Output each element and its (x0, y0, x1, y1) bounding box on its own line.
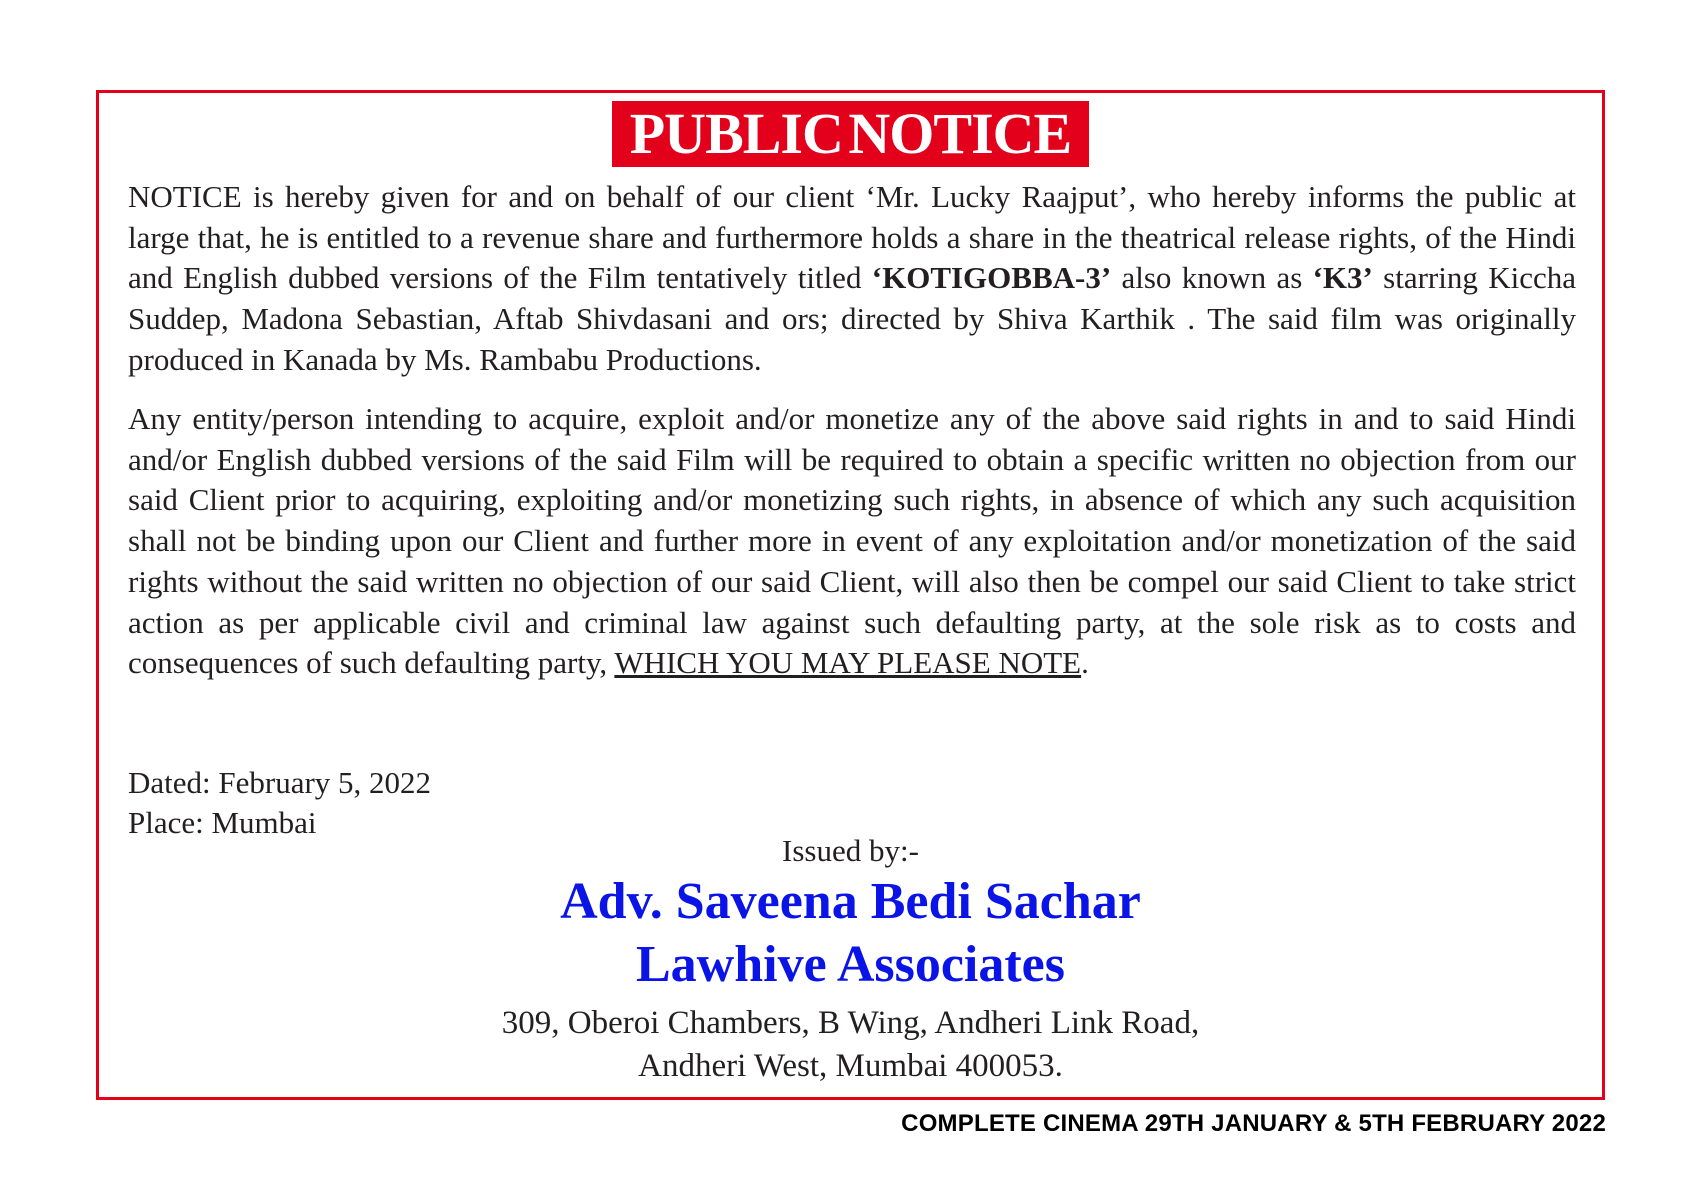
please-note-emphasis: WHICH YOU MAY PLEASE NOTE (614, 645, 1082, 681)
issued-by-label: Issued by:- (782, 833, 919, 868)
film-alias: ‘K3’ (1312, 260, 1373, 296)
firm-name: Lawhive Associates (636, 936, 1065, 993)
place-line: Place: Mumbai (128, 805, 317, 840)
film-title: ‘KOTIGOBBA-3’ (871, 260, 1112, 296)
advocate-name: Adv. Saveena Bedi Sachar (560, 873, 1141, 930)
publication-footer: COMPLETE CINEMA 29TH JANUARY & 5TH FEBRUARY 2022 (901, 1110, 1606, 1137)
notice-paragraph-1 (128, 177, 1576, 381)
notice-paragraph-2 (128, 399, 1576, 684)
address-line-1: 309, Oberoi Chambers, B Wing, Andheri Link Road, (501, 1005, 1200, 1041)
para2-text: Any entity/person intending to acquire, exploit and/or monetize any of the above said rights in and to said Hindi and/or English dubbed versions of the said Film will be required to obtain a specific written no objection from our said Client prior to acquiring, exploiting and/or monetizing such rights, in absence of which any such acquisition shall not be binding upon our Client and further more in event of any exploitation and/or monetization of the said rights without the said written no objection of our said Client, will also then be compel our said Client to take strict action as per applicable civil and criminal law against such defaulting party, at the sole risk as to costs and consequences of such defaulting party, (128, 401, 1576, 681)
address-line-2: Andheri West, Mumbai 400053. (638, 1048, 1063, 1084)
notice-title: PUBLIC NOTICE (612, 101, 1089, 167)
para1-text-c: starring Kiccha Suddep, Madona Sebastian, Aftab Shivdasani and ors; directed by Shiva Karthik . The said film was originally produced in Kanada by Ms. Rambabu Productions. (128, 260, 1576, 377)
para2-end: . (1081, 645, 1089, 681)
title-wrap (99, 101, 1602, 167)
dated-line: Dated: February 5, 2022 (128, 765, 432, 800)
public-notice-frame (96, 90, 1605, 1100)
para1-text-a: NOTICE is hereby given for and on behalf of our client ‘Mr. Lucky Raajput’, who hereby informs the public at large that, he is entitled to a revenue share and furthermore holds a share in the theatrical release rights, of the Hindi and English dubbed versions of the Film tentatively titled (128, 179, 1576, 296)
para1-text-b: also known as (1111, 260, 1313, 296)
